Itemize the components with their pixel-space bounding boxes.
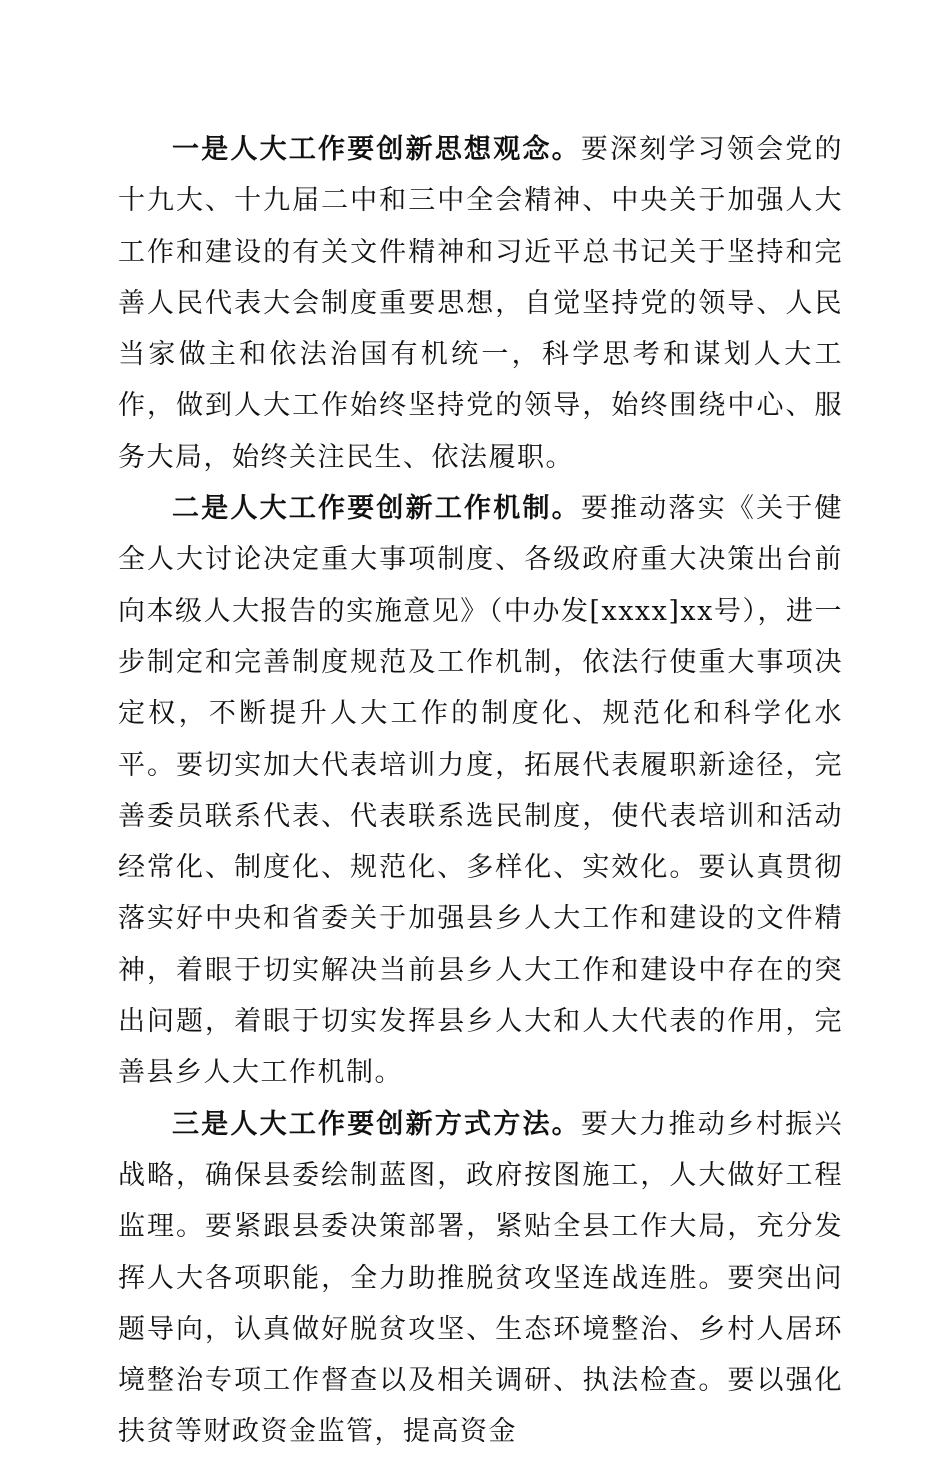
paragraph-3-body: 要大力推动乡村振兴战略，确保县委绘制蓝图，政府按图施工，人大做好工程监理。要紧跟县委决策部署，紧贴全县工作大局，充分发挥人大各项职能，全力助推脱贫攻坚连战连胜。要突出问题导向，认真做好脱贫攻坚、生态环境整治、乡村人居环境整治专项工作督查以及相关调研、执法检查。要以强化扶贫等财政资金监管，提高资金 xyxy=(118,1108,844,1448)
paragraph-1 xyxy=(118,124,843,483)
paragraph-2 xyxy=(118,483,843,1099)
paragraph-2-body: 要推动落实《关于健全人大讨论决定重大事项制度、各级政府重大决策出台前向本级人大报告的实施意见》（中办发[xxxx]xx号），进一步制定和完善制度规范及工作机制，依法行使重大事项决定权，不断提升人大工作的制度化、规范化和科学化水平。要切实加大代表培训力度，拓展代表履职新途径，完善委员联系代表、代表联系选民制度，使代表培训和活动经常化、制度化、规范化、多样化、实效化。要认真贯彻落实好中央和省委关于加强县乡人大工作和建设的文件精神，着眼于切实解决当前县乡人大工作和建设中存在的突出问题，着眼于切实发挥县乡人大和人大代表的作用，完善县乡人大工作机制。 xyxy=(118,493,844,1089)
paragraph-3-heading: 三是人大工作要创新方式方法。 xyxy=(172,1108,581,1140)
paragraph-1-heading: 一是人大工作要创新思想观念。 xyxy=(172,134,581,165)
paragraph-3 xyxy=(118,1099,843,1458)
paragraph-2-heading: 二是人大工作要创新工作机制。 xyxy=(172,493,581,525)
paragraph-1-body: 要深刻学习领会党的十九大、十九届二中和三中全会精神、中央关于加强人大工作和建设的有关文件精神和习近平总书记关于坚持和完善人民代表大会制度重要思想，自觉坚持党的领导、人民当家做主和依法治国有机统一，科学思考和谋划人大工作，做到人大工作始终坚持党的领导，始终围绕中心、服务大局，始终关注民生、依法履职。 xyxy=(118,134,844,473)
document-page xyxy=(118,124,843,1458)
